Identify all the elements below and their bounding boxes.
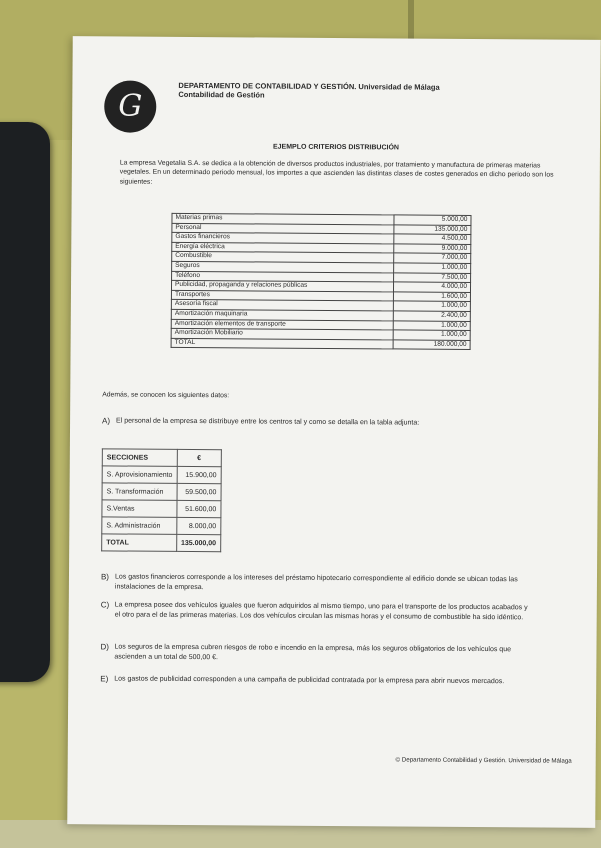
- cost-label: Seguros: [172, 261, 394, 272]
- cost-label: Materias primas: [172, 213, 394, 224]
- cost-value: 2.400,00: [393, 311, 470, 321]
- section-name: S. Aprovisionamiento: [102, 466, 177, 484]
- phone-device: [0, 122, 50, 682]
- cost-value: 135.000,00: [394, 225, 471, 235]
- cost-value: 4.000,00: [393, 282, 470, 292]
- column-header-sections: SECCIONES: [102, 449, 177, 467]
- cost-label: Publicidad, propaganda y relaciones públicas: [171, 281, 393, 292]
- item-text: El personal de la empresa se distribuye entre los centros tal y como se detalla en la tabla adjunta:: [116, 417, 420, 427]
- list-item: [100, 600, 541, 621]
- cost-label: Amortización maquinaria: [171, 309, 393, 320]
- cost-value: 4.500,00: [394, 234, 471, 244]
- total-value: 135.000,00: [176, 534, 220, 551]
- subject-name: Contabilidad de Gestión: [178, 89, 265, 100]
- item-key: E): [100, 674, 109, 684]
- item-key: D): [100, 642, 109, 652]
- table-total-row: [102, 534, 221, 552]
- section-name: S. Transformación: [102, 483, 177, 501]
- column-header-euro: €: [177, 449, 221, 466]
- footer-copyright: © Departamento Contabilidad y Gestión. Universidad de Málaga: [395, 756, 572, 765]
- table-row: [171, 338, 470, 350]
- item-key: B): [100, 572, 110, 582]
- university-logo-icon: G: [104, 80, 156, 132]
- cost-label: Personal: [172, 223, 394, 234]
- document-page: [67, 36, 600, 828]
- cost-label: Asesoría fiscal: [171, 300, 393, 311]
- section-name: S.Ventas: [102, 500, 177, 518]
- item-text: Los seguros de la empresa cubren riesgos de robo e incendio en la empresa, más los seguros obligatorios de los vehículos que ascienden a un total de 500,00 €.: [114, 643, 512, 661]
- cost-label: Transportes: [171, 290, 393, 301]
- item-text: Los gastos financieros corresponde a los intereses del préstamo hipotecario correspondiente al edificio donde se ubican todas las instalaciones de la empresa.: [114, 573, 518, 591]
- document-title: EJEMPLO CRITERIOS DISTRIBUCIÓN: [272, 143, 400, 152]
- cost-value: 1.000,00: [393, 330, 470, 340]
- item-text: La empresa posee dos vehículos iguales que fueron adquiridos al mismo tiempo, uno para el transporte de los productos acabados y el otro para el de las primeras materias. Los dos vehículos circulan las mismas horas y el consumo de combustible ha sido idéntico.: [114, 601, 528, 621]
- department-name: DEPARTAMENTO DE CONTABILIDAD Y GESTIÓN. Universidad de Málaga: [178, 80, 440, 92]
- section-name: S. Administración: [102, 517, 177, 535]
- cost-label: Energía eléctrica: [172, 242, 394, 253]
- table-row: [102, 517, 221, 535]
- section-value: 15.900,00: [177, 466, 221, 483]
- list-item: [100, 572, 541, 591]
- section-value: 8.000,00: [177, 517, 221, 534]
- table-header-row: [102, 449, 221, 467]
- table-row: [102, 466, 221, 484]
- sections-table: [101, 448, 222, 552]
- section-value: 51.600,00: [177, 500, 221, 517]
- list-item: [100, 674, 540, 686]
- table-row: [102, 500, 221, 518]
- table-row: [102, 483, 221, 501]
- additional-data-label: Además, se conocen los siguientes datos:: [102, 391, 230, 400]
- cost-value: 180.000,00: [393, 340, 470, 350]
- cost-label: Teléfono: [172, 271, 394, 282]
- item-a: [102, 416, 542, 427]
- cost-value: 7.000,00: [394, 253, 471, 263]
- intro-paragraph: La empresa Vegetalia S.A. se dedica a la obtención de diversos productos industriales, por tratamiento y manufactura de primeras materias vegetales. En un determinado periodo mensual, los importes a que ascienden las distintas clases de costes generados en dicho periodo son los siguientes:: [119, 159, 554, 186]
- cost-value: 1.000,00: [393, 301, 470, 311]
- list-item: [100, 642, 541, 661]
- item-key: C): [100, 600, 110, 610]
- item-key: A): [102, 416, 111, 426]
- total-label: TOTAL: [102, 534, 177, 552]
- cost-label: TOTAL: [171, 338, 393, 349]
- costs-table: [171, 213, 472, 350]
- cost-value: 1.000,00: [393, 320, 470, 330]
- cost-label: Gastos financieros: [172, 233, 394, 244]
- item-text: Los gastos de publicidad corresponden a una campaña de publicidad contratada por la empresa para abrir nuevos mercados.: [114, 675, 505, 686]
- cost-label: Combustible: [172, 252, 394, 263]
- section-value: 59.500,00: [177, 483, 221, 500]
- cost-value: 7.500,00: [394, 272, 471, 282]
- cost-label: Amortización Mobiliario: [171, 328, 393, 339]
- cost-value: 1.600,00: [393, 292, 470, 302]
- cost-value: 9.000,00: [394, 244, 471, 254]
- cost-value: 1.000,00: [394, 263, 471, 273]
- department-header: [178, 81, 439, 101]
- cost-label: Amortización elementos de transporte: [171, 319, 393, 330]
- cost-value: 5.000,00: [394, 215, 471, 225]
